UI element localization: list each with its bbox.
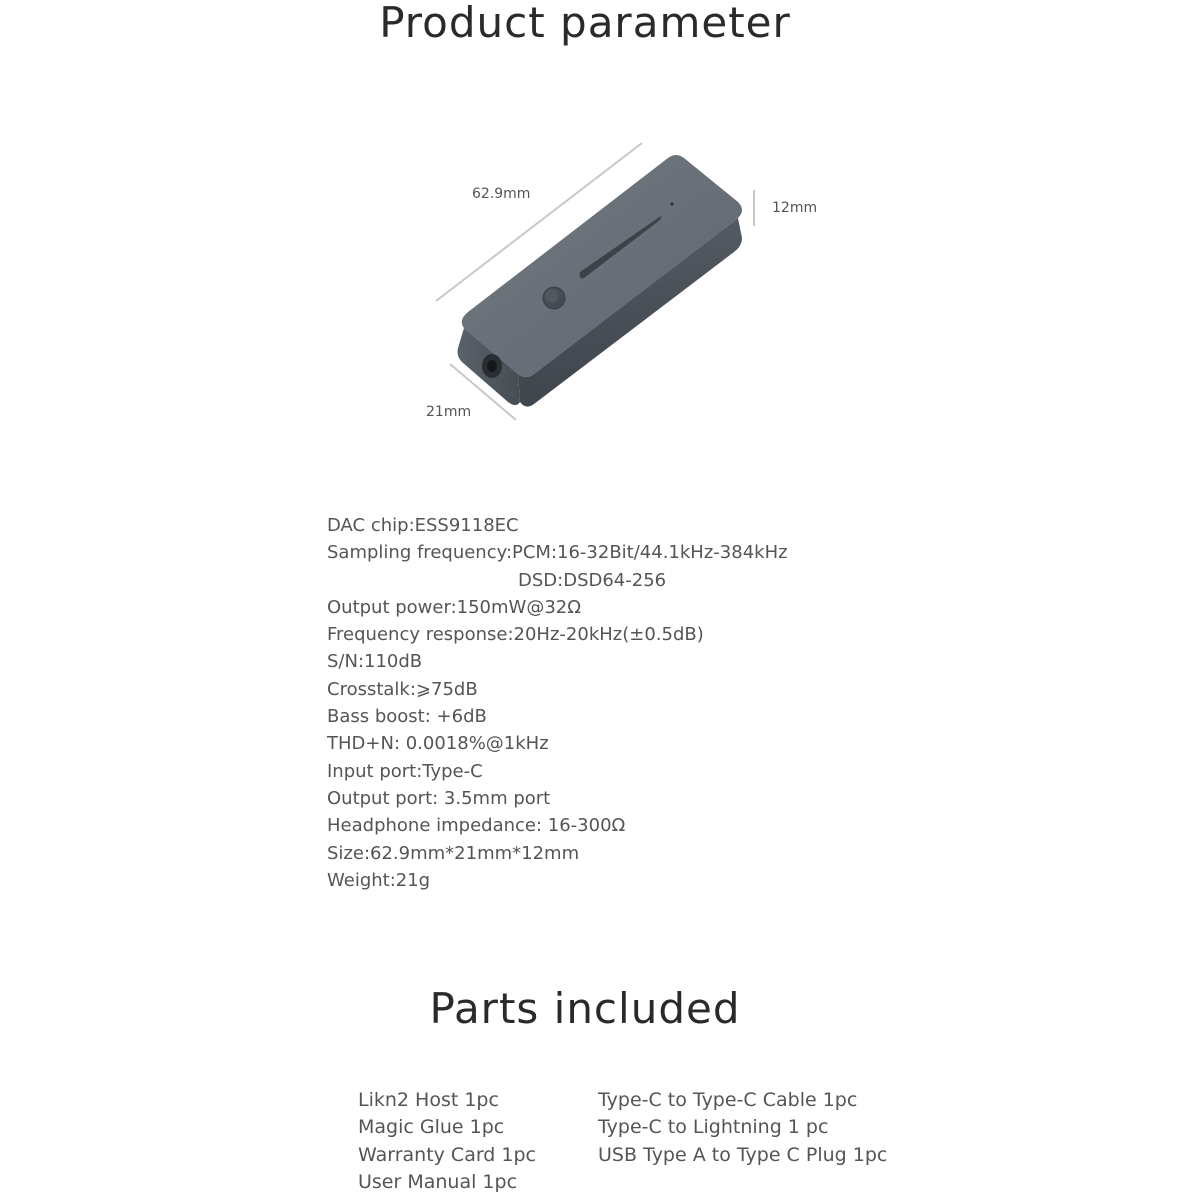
- control-button-highlight: [545, 289, 559, 303]
- product-image: [420, 130, 840, 440]
- spec-row: Frequency response:20Hz-20kHz(±0.5dB): [327, 624, 704, 646]
- part-item: Warranty Card 1pc: [358, 1143, 537, 1166]
- parts-list-left: [358, 1087, 536, 1196]
- spec-row: S/N:110dB: [327, 651, 423, 673]
- part-item: Type-C to Type-C Cable 1pc: [598, 1089, 858, 1111]
- length-label: 62.9mm: [472, 186, 531, 202]
- parts-list-right: [598, 1087, 887, 1169]
- part-item: USB Type A to Type C Plug 1pc: [598, 1143, 888, 1166]
- spec-row: Output port: 3.5mm port: [327, 787, 551, 809]
- height-label: 12mm: [772, 200, 818, 216]
- spec-row: DAC chip:ESS9118EC: [327, 515, 519, 536]
- spec-row: Crosstalk:⩾75dB: [327, 678, 478, 700]
- spec-row: Sampling frequency:PCM:16-32Bit/44.1kHz-384kHz: [327, 542, 788, 564]
- part-item: Type-C to Lightning 1 pc: [598, 1116, 829, 1139]
- spec-row: DSD:DSD64-256: [518, 569, 667, 591]
- part-item: Magic Glue 1pc: [358, 1116, 505, 1139]
- parts-title: Parts included: [429, 984, 741, 1033]
- spec-list: [327, 512, 788, 894]
- spec-row: Headphone impedance: 16-300Ω: [327, 815, 626, 837]
- width-label: 21mm: [426, 404, 472, 420]
- spec-row: Bass boost: +6dB: [327, 706, 487, 728]
- spec-row: Input port:Type-C: [327, 760, 483, 782]
- spec-row: Weight:21g: [327, 869, 431, 891]
- spec-row: Output power:150mW@32Ω: [327, 596, 581, 618]
- headphone-jack-inner: [487, 360, 497, 372]
- page-title: Product parameter: [379, 0, 791, 47]
- part-item: User Manual 1pc: [358, 1170, 518, 1193]
- spec-row: THD+N: 0.0018%@1kHz: [327, 733, 549, 755]
- spec-row: Size:62.9mm*21mm*12mm: [327, 842, 580, 864]
- part-item: Likn2 Host 1pc: [358, 1089, 499, 1111]
- status-led: [670, 202, 673, 205]
